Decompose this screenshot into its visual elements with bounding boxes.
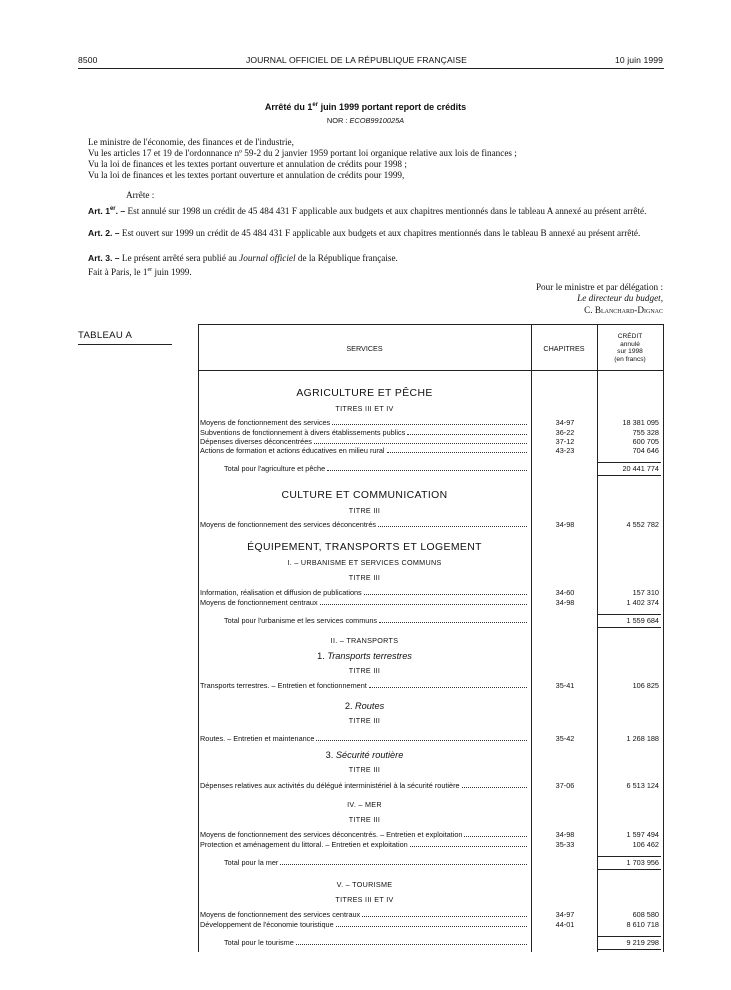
article-1	[88, 204, 666, 216]
credit-amount: 6 513 124	[626, 781, 659, 790]
credit-amount: 755 328	[632, 428, 659, 437]
preamble-vu-loi-1998: Vu la loi de finances et les textes portant ouverture et annulation de crédits pour 1998 ;	[88, 159, 407, 169]
signature-name: C. Blanchard-Dignac	[584, 305, 663, 315]
page-number: 8500	[78, 55, 98, 65]
chapter-number: 34-97	[555, 910, 575, 919]
journal-title: JOURNAL OFFICIEL DE LA RÉPUBLIQUE FRANÇAISE	[246, 55, 467, 65]
chapter-number: 37-06	[555, 781, 575, 790]
credit-amount: 1 402 374	[626, 598, 659, 607]
line-label: Transports terrestres. – Entretien et fonctionnement	[200, 681, 528, 690]
subsection-title: 2. Routes	[344, 701, 385, 711]
section-heading: AGRICULTURE ET PÊCHE	[296, 388, 433, 399]
col-divider-services	[531, 324, 532, 952]
line-label: Actions de formation et actions éducatives en milieu rural	[200, 446, 528, 455]
article-1-label: Art. 1er. –	[88, 205, 126, 216]
preamble-minister: Le ministre de l'économie, des finances et de l'industrie,	[88, 137, 294, 147]
chapter-number: 35-33	[555, 840, 575, 849]
line-label: Moyens de fonctionnement des services déconcentrés	[200, 520, 528, 529]
header-credit-line2: annulé	[620, 340, 640, 348]
caption-rule	[78, 344, 172, 345]
credit-amount: 1 268 188	[626, 734, 659, 743]
line-label: Protection et aménagement du littoral. – Entretien et exploitation	[200, 840, 528, 849]
header-chapitres: CHAPITRES	[543, 344, 585, 353]
subsection-heading: TITRE III	[348, 506, 381, 515]
article-3-label: Art. 3. –	[88, 253, 120, 263]
article-2-label: Art. 2. –	[88, 228, 120, 238]
issue-date: 10 juin 1999	[614, 55, 663, 65]
chapter-number: 34-60	[555, 588, 575, 597]
header-credit-line3: sur 1998	[617, 348, 643, 355]
total-amount: 1 703 956	[626, 858, 659, 867]
article-1-text: Est annulé sur 1998 un crédit de 45 484 431 F applicable aux budgets et aux chapitres mentionnés dans le tableau A annexé au présent arrêté.	[127, 205, 647, 216]
credit-amount: 1 597 494	[626, 830, 659, 839]
section-heading: ÉQUIPEMENT, TRANSPORTS ET LOGEMENT	[247, 542, 482, 553]
article-3-text: Le présent arrêté sera publié au Journal officiel de la République française.	[121, 253, 398, 263]
total-label: Total pour l'urbanisme et les services communs	[224, 616, 528, 625]
subsection-title: 3. Sécurité routière	[325, 750, 404, 760]
credit-amount: 8 610 718	[626, 920, 659, 929]
subsection-heading: I. – URBANISME ET SERVICES COMMUNS	[287, 558, 442, 567]
chapter-number: 44-01	[555, 920, 575, 929]
credits-table	[198, 324, 664, 952]
signature-role: Le directeur du budget,	[577, 293, 663, 303]
nor-label: NOR :	[326, 116, 348, 125]
header-bottom-border	[198, 370, 664, 371]
table-top-border	[198, 324, 664, 325]
chapter-number: 34-97	[555, 418, 575, 427]
chapter-number: 35-41	[555, 681, 575, 690]
header-credit-line1: CRÉDIT	[617, 333, 643, 340]
subsection-heading: IV. – MER	[347, 800, 382, 809]
line-label: Moyens de fonctionnement des services	[200, 418, 528, 427]
header-services: SERVICES	[346, 344, 383, 353]
header-rule	[78, 68, 664, 69]
total-amount: 9 219 298	[626, 938, 659, 947]
credit-amount: 600 705	[632, 437, 659, 446]
line-label: Routes. – Entretien et maintenance	[200, 734, 528, 743]
chapter-number: 34-98	[555, 520, 575, 529]
section-heading: CULTURE ET COMMUNICATION	[281, 490, 448, 501]
subsection-heading: TITRE III	[348, 666, 381, 675]
line-label: Développement de l'économie touristique	[200, 920, 528, 929]
total-amount: 20 441 774	[622, 464, 659, 473]
line-label: Information, réalisation et diffusion de publications	[200, 588, 528, 597]
line-label: Moyens de fonctionnement centraux	[200, 598, 528, 607]
subsection-title: 1. Transports terrestres	[317, 651, 412, 661]
line-label: Moyens de fonctionnement des services déconcentrés. – Entretien et exploitation	[200, 830, 528, 839]
subsection-heading: TITRE III	[348, 573, 381, 582]
total-amount: 1 559 684	[626, 616, 659, 625]
total-label: Total pour la mer	[224, 858, 528, 867]
subsection-heading: TITRE III	[348, 815, 381, 824]
subsection-heading: TITRES III ET IV	[335, 404, 394, 413]
chapter-number: 36-22	[555, 428, 575, 437]
total-label: Total pour l'agriculture et pêche	[224, 464, 528, 473]
place-date: Fait à Paris, le 1er juin 1999.	[88, 267, 192, 278]
table-right-border	[663, 324, 664, 952]
signature-delegation: Pour le ministre et par délégation :	[535, 282, 663, 292]
credit-amount: 106 462	[632, 840, 659, 849]
credit-amount: 4 552 782	[626, 520, 659, 529]
subsection-heading: V. – TOURISME	[336, 880, 393, 889]
credit-amount: 157 310	[632, 588, 659, 597]
arrete-heading: Arrête :	[126, 190, 155, 200]
article-2	[88, 228, 666, 239]
credit-amount: 608 580	[632, 910, 659, 919]
nor-code: ECOB9910025A	[349, 116, 405, 125]
chapter-number: 34-98	[555, 830, 575, 839]
subsection-heading: TITRE III	[348, 765, 381, 774]
article-3	[88, 253, 666, 264]
line-label: Moyens de fonctionnement des services centraux	[200, 910, 528, 919]
subsection-heading: TITRE III	[348, 716, 381, 725]
line-label: Dépenses relatives aux activités du délégué interministériel à la sécurité routière	[200, 781, 528, 790]
table-caption: TABLEAU A	[78, 330, 133, 341]
line-label: Dépenses diverses déconcentrées	[200, 437, 528, 446]
credit-amount: 704 646	[632, 446, 659, 455]
chapter-number: 43-23	[555, 446, 575, 455]
credit-amount: 18 381 095	[622, 418, 659, 427]
header-credit	[597, 333, 663, 363]
chapter-number: 37-12	[555, 437, 575, 446]
subsection-heading: II. – TRANSPORTS	[330, 636, 399, 645]
decree-title: Arrêté du 1er juin 1999 portant report de crédits	[264, 102, 467, 112]
header-credit-line4: (en francs)	[614, 355, 646, 363]
preamble-vu-loi-1999: Vu la loi de finances et les textes portant ouverture et annulation de crédits pour 1999,	[88, 170, 405, 180]
chapter-number: 35-42	[555, 734, 575, 743]
credit-amount: 106 825	[632, 681, 659, 690]
chapter-number: 34-98	[555, 598, 575, 607]
line-label: Subventions de fonctionnement à divers établissements publics	[200, 428, 528, 437]
nor-reference	[0, 116, 731, 125]
total-label: Total pour le tourisme	[224, 938, 528, 947]
preamble-vu-ordonnance: Vu les articles 17 et 19 de l'ordonnance nº 59-2 du 2 janvier 1959 portant loi organique relative aux lois de finances ;	[88, 148, 517, 158]
article-2-text: Est ouvert sur 1999 un crédit de 45 484 431 F applicable aux budgets et aux chapitres mentionnés dans le tableau B annexé au présent arrêté.	[121, 228, 641, 238]
subsection-heading: TITRES III ET IV	[335, 895, 394, 904]
